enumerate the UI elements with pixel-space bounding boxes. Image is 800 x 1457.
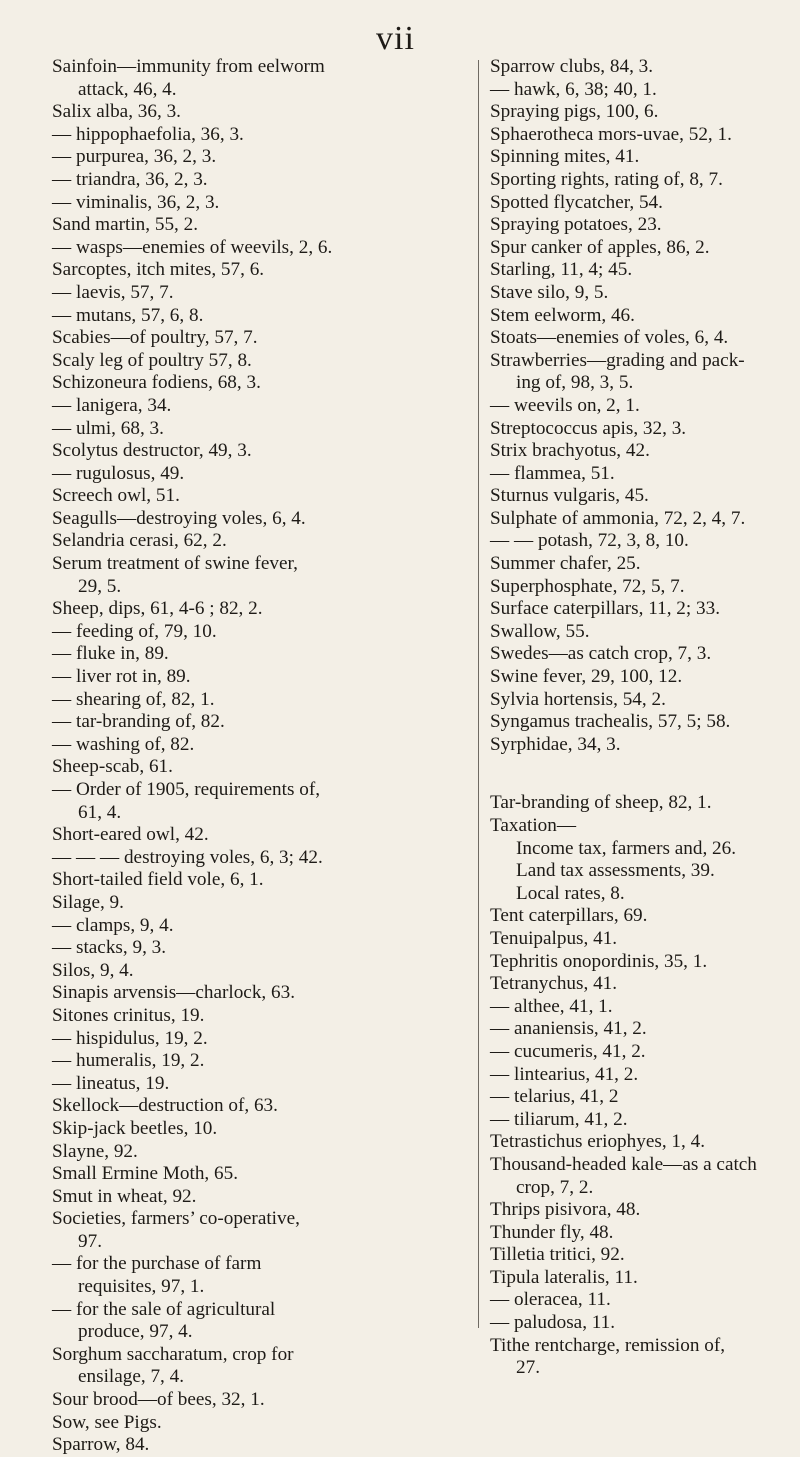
index-entry: Silos, 9, 4. <box>52 959 134 981</box>
index-entry: Selandria cerasi, 62, 2. <box>52 530 227 552</box>
index-entry: Sparrow clubs, 84, 3. <box>490 56 654 77</box>
index-entry: Sinapis arvensis—charlock, 63. <box>52 982 295 1004</box>
page-number: vii <box>376 20 415 57</box>
index-entry: — feeding of, 79, 10. <box>52 620 217 642</box>
index-entry-continuation: requisites, 97, 1. <box>78 1276 205 1298</box>
index-entry: Tetrastichus eriophyes, 1, 4. <box>490 1131 705 1153</box>
index-entry: — Order of 1905, requirements of, <box>52 779 321 800</box>
index-entry: — lanigera, 34. <box>52 394 172 416</box>
index-entry: Screech owl, 51. <box>52 485 180 507</box>
index-entry: Tilletia tritici, 92. <box>490 1244 625 1266</box>
index-entry: — clamps, 9, 4. <box>52 914 174 936</box>
index-column-right <box>490 56 782 1380</box>
index-entry: — hawk, 6, 38; 40, 1. <box>490 78 657 100</box>
index-entry: Spraying pigs, 100, 6. <box>490 101 659 123</box>
index-entry: — oleracea, 11. <box>490 1289 611 1311</box>
index-entry: Slayne, 92. <box>52 1140 138 1162</box>
index-entry: — hippophaefolia, 36, 3. <box>52 123 244 145</box>
index-entry: Spraying potatoes, 23. <box>490 214 662 236</box>
index-entry: Strix brachyotus, 42. <box>490 440 650 462</box>
index-entry: — paludosa, 11. <box>490 1312 616 1334</box>
index-entry: — ulmi, 68, 3. <box>52 417 164 439</box>
index-entry: Syngamus trachealis, 57, 5; 58. <box>490 711 731 733</box>
index-entry: Sand martin, 55, 2. <box>52 214 199 236</box>
index-entry: — wasps—enemies of weevils, 2, 6. <box>52 236 333 258</box>
index-entry: Tipula lateralis, 11. <box>490 1266 638 1288</box>
index-entry: Scabies—of poultry, 57, 7. <box>52 327 258 349</box>
index-entry: — stacks, 9, 3. <box>52 937 167 959</box>
index-entry: — purpurea, 36, 2, 3. <box>52 146 217 168</box>
index-entry: Tent caterpillars, 69. <box>490 905 648 927</box>
index-entry: — flammea, 51. <box>490 462 615 484</box>
index-entry: Sparrow, 84. <box>52 1434 150 1456</box>
index-entry: Sainfoin—immunity from eelworm <box>52 56 325 77</box>
index-entry: Stave silo, 9, 5. <box>490 281 609 303</box>
index-entry: Surface caterpillars, 11, 2; 33. <box>490 598 720 620</box>
index-entry: Stoats—enemies of voles, 6, 4. <box>490 327 729 349</box>
index-entry-continuation: ensilage, 7, 4. <box>78 1366 185 1388</box>
index-entry: Syrphidae, 34, 3. <box>490 733 621 755</box>
index-entry-continuation: 27. <box>516 1357 540 1379</box>
index-entry: Thousand-headed kale—as a catch <box>490 1153 757 1175</box>
index-entry: Stem eelworm, 46. <box>490 304 635 326</box>
index-entry: — for the sale of agricultural <box>52 1298 276 1320</box>
index-entry: — — potash, 72, 3, 8, 10. <box>490 530 689 552</box>
index-entry: Serum treatment of swine fever, <box>52 553 298 575</box>
index-entry: Sturnus vulgaris, 45. <box>490 485 649 507</box>
index-entry: Sheep, dips, 61, 4-6 ; 82, 2. <box>52 598 263 620</box>
index-entry: Swine fever, 29, 100, 12. <box>490 666 683 688</box>
index-entry: Seagulls—destroying voles, 6, 4. <box>52 507 306 529</box>
index-subentry: Local rates, 8. <box>516 882 625 904</box>
index-entry-continuation: crop, 7, 2. <box>516 1176 594 1198</box>
index-entry: Taxation— <box>490 815 577 836</box>
index-entry: Streptococcus apis, 32, 3. <box>490 417 687 439</box>
index-entry: Short-tailed field vole, 6, 1. <box>52 869 264 891</box>
index-entry: — althee, 41, 1. <box>490 995 613 1017</box>
index-entry: Sporting rights, rating of, 8, 7. <box>490 168 723 190</box>
index-entry: Silage, 9. <box>52 891 124 913</box>
index-entry: Tephritis onopordinis, 35, 1. <box>490 950 708 972</box>
index-entry: Strawberries—grading and pack- <box>490 349 745 371</box>
index-entry: Sarcoptes, itch mites, 57, 6. <box>52 259 265 281</box>
index-entry: — cucumeris, 41, 2. <box>490 1040 646 1062</box>
index-entry: Skip-jack beetles, 10. <box>52 1117 218 1139</box>
index-entry: — ananiensis, 41, 2. <box>490 1018 647 1040</box>
index-entry: — hispidulus, 19, 2. <box>52 1027 208 1049</box>
index-entry: Swallow, 55. <box>490 620 590 642</box>
index-entry: — tiliarum, 41, 2. <box>490 1108 628 1130</box>
index-entry-continuation: attack, 46, 4. <box>78 78 177 100</box>
index-subentry: Income tax, farmers and, 26. <box>516 837 737 859</box>
index-entry: Tetranychus, 41. <box>490 973 618 995</box>
index-entry: — lintearius, 41, 2. <box>490 1063 639 1085</box>
index-column-left <box>52 56 474 1457</box>
index-entry: — viminalis, 36, 2, 3. <box>52 191 220 213</box>
index-entry: Societies, farmers’ co-operative, <box>52 1208 300 1230</box>
index-entry: — weevils on, 2, 1. <box>490 394 640 416</box>
index-entry: — shearing of, 82, 1. <box>52 688 215 710</box>
index-entry: Sitones crinitus, 19. <box>52 1004 205 1026</box>
index-entry: Spinning mites, 41. <box>490 146 640 168</box>
index-entry: Salix alba, 36, 3. <box>52 101 181 123</box>
index-subentry: Land tax assessments, 39. <box>516 860 715 882</box>
index-entry: Sorghum saccharatum, crop for <box>52 1343 294 1365</box>
index-entry: Short-eared owl, 42. <box>52 824 209 846</box>
index-entry: — — — destroying voles, 6, 3; 42. <box>52 846 323 868</box>
index-entry: Sow, see Pigs. <box>52 1411 162 1433</box>
index-entry: Sulphate of ammonia, 72, 2, 4, 7. <box>490 507 746 529</box>
index-entry: Small Ermine Moth, 65. <box>52 1163 239 1185</box>
index-entry: Scaly leg of poultry 57, 8. <box>52 349 252 371</box>
index-entry: Thrips pisivora, 48. <box>490 1199 641 1221</box>
index-entry-continuation: produce, 97, 4. <box>78 1321 193 1343</box>
index-entry: — fluke in, 89. <box>52 643 169 665</box>
index-entry: Tar-branding of sheep, 82, 1. <box>490 792 712 814</box>
index-entry: Tenuipalpus, 41. <box>490 927 618 949</box>
index-entry-continuation: 29, 5. <box>78 575 122 597</box>
index-entry: Sour brood—of bees, 32, 1. <box>52 1389 265 1411</box>
index-entry: — telarius, 41, 2 <box>490 1086 619 1108</box>
index-entry: Summer chafer, 25. <box>490 553 641 575</box>
index-entry: Starling, 11, 4; 45. <box>490 259 633 281</box>
index-entry: — tar-branding of, 82. <box>52 711 225 733</box>
index-entry: Schizoneura fodiens, 68, 3. <box>52 372 261 394</box>
index-entry: — laevis, 57, 7. <box>52 281 174 303</box>
index-entry: Swedes—as catch crop, 7, 3. <box>490 643 712 665</box>
index-entry: Sphaerotheca mors-uvae, 52, 1. <box>490 123 732 145</box>
index-entry: Spotted flycatcher, 54. <box>490 191 663 213</box>
index-entry: — mutans, 57, 6, 8. <box>52 304 204 326</box>
index-entry: — for the purchase of farm <box>52 1253 262 1275</box>
index-entry: Smut in wheat, 92. <box>52 1185 197 1207</box>
index-entry-continuation: 61, 4. <box>78 801 122 823</box>
index-entry: Skellock—destruction of, 63. <box>52 1095 278 1117</box>
index-entry: — humeralis, 19, 2. <box>52 1050 205 1072</box>
index-entry: — rugulosus, 49. <box>52 462 185 484</box>
index-entry: — lineatus, 19. <box>52 1072 170 1094</box>
index-entry: — liver rot in, 89. <box>52 666 191 688</box>
column-divider <box>478 60 479 1328</box>
index-entry: — triandra, 36, 2, 3. <box>52 168 208 190</box>
index-entry-continuation: ing of, 98, 3, 5. <box>516 372 634 394</box>
index-entry: Scolytus destructor, 49, 3. <box>52 440 252 462</box>
index-entry: Sheep-scab, 61. <box>52 756 173 778</box>
index-entry: Thunder fly, 48. <box>490 1221 614 1243</box>
index-entry: Tithe rentcharge, remission of, <box>490 1334 726 1356</box>
index-entry-continuation: 97. <box>78 1230 102 1252</box>
index-entry: — washing of, 82. <box>52 733 195 755</box>
index-entry: Spur canker of apples, 86, 2. <box>490 236 710 258</box>
index-entry: Sylvia hortensis, 54, 2. <box>490 688 666 710</box>
index-entry: Superphosphate, 72, 5, 7. <box>490 575 685 597</box>
